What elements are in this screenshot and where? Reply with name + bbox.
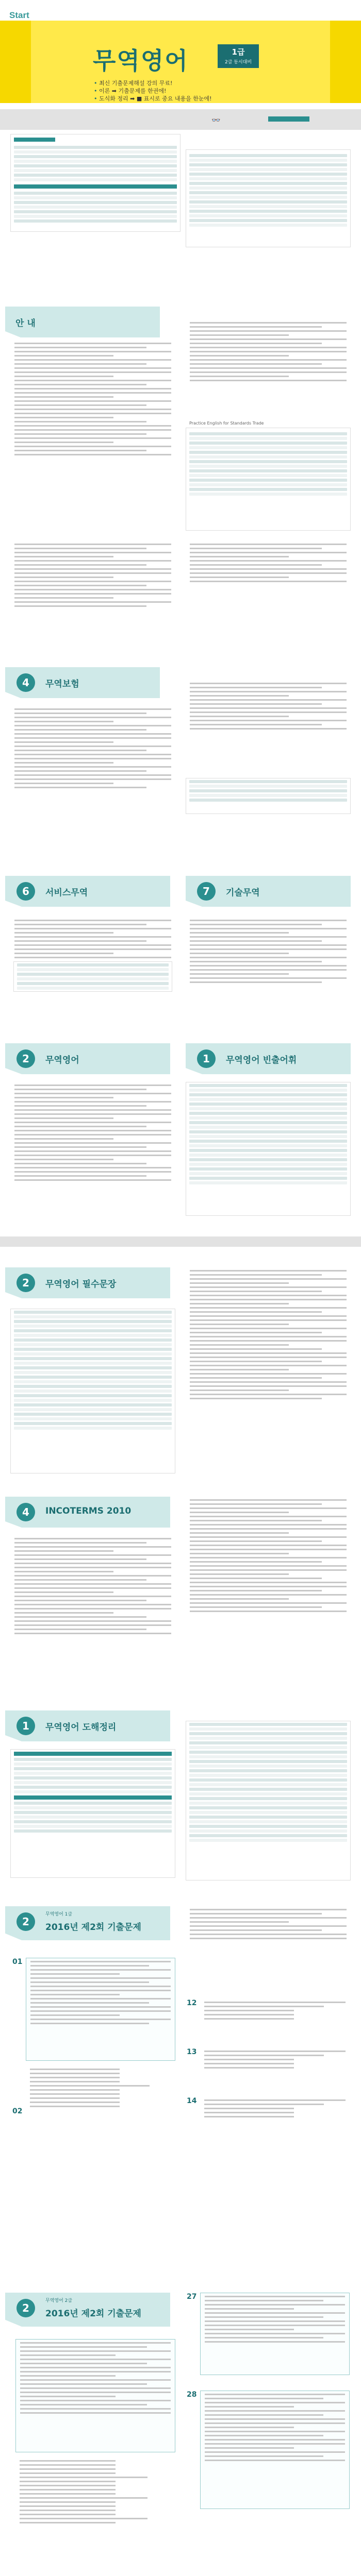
exam-2-header: 2 무역영어 2급 2016년 제2회 기출문제 xyxy=(5,2293,170,2327)
hero-bullet: • 이론 ➡ 기출문제를 한권에! xyxy=(94,87,212,95)
section-6-title: 서비스무역 xyxy=(45,888,88,898)
section-4b-header: 4 INCOTERMS 2010 xyxy=(5,1497,170,1528)
intro-right-text xyxy=(186,319,351,422)
section-1b-header: 1 무역영어 도해정리 xyxy=(5,1710,170,1741)
section-6-text xyxy=(10,917,175,1025)
section-7-text xyxy=(186,917,351,1025)
question-number: 13 xyxy=(187,2048,197,2056)
exam-2-title: 2016년 제2회 기출문제 xyxy=(45,2309,141,2319)
section-7-header: 7 기술무역 xyxy=(186,876,351,907)
intro-title: 안 내 xyxy=(15,318,36,329)
exam-2-passage-box xyxy=(15,2339,175,2452)
section-1b-right-table xyxy=(186,1721,351,1880)
toc-card xyxy=(10,134,180,232)
practice-english-label: Practice English for Standards Trade xyxy=(189,421,264,426)
question-number: 28 xyxy=(187,2391,197,2399)
section-6-header: 6 서비스무역 xyxy=(5,876,170,907)
section-1-title: 무역영어 빈출어휘 xyxy=(226,1055,297,1065)
question-13-body xyxy=(200,2048,350,2089)
section-4b-right-text xyxy=(186,1497,351,1682)
section-2b-table xyxy=(10,1309,175,1473)
hero-bullet: • 도식화 정리 ➡ ■ 표시로 중요 내용을 한눈에! xyxy=(94,95,212,103)
section-1b-title: 무역영어 도해정리 xyxy=(45,1722,117,1733)
intro-text-block xyxy=(10,340,175,536)
section-2b-right-text xyxy=(186,1267,351,1473)
exam-2-options xyxy=(15,2458,175,2576)
section-1-header: 1 무역영어 빈출어휘 xyxy=(186,1043,351,1074)
section-7-title: 기술무역 xyxy=(226,888,260,898)
preview-band xyxy=(0,109,361,130)
intro-lower-text xyxy=(10,541,175,634)
question-14-body xyxy=(200,2097,350,2138)
hero-bullet: • 최신 기출문제해설 강의 무료! xyxy=(94,79,212,87)
intro-section-header xyxy=(5,307,160,337)
section-4-text xyxy=(10,706,175,855)
section-1-vocab-table xyxy=(186,1082,351,1216)
section-2a-header: 2 무역영어 xyxy=(5,1043,170,1074)
question-number: 12 xyxy=(187,1999,197,2007)
hero-right-decoration xyxy=(330,21,361,103)
exam-2-subtitle: 무역영어 2급 xyxy=(45,2298,73,2303)
section-2b-title: 무역영어 필수문장 xyxy=(45,1279,117,1290)
question-12-body xyxy=(200,1999,350,2040)
section-2a-title: 무역영어 xyxy=(45,1055,79,1065)
divider-band xyxy=(0,1236,361,1247)
section-4-table xyxy=(186,778,351,814)
question-28-box xyxy=(200,2391,350,2509)
question-passage-box xyxy=(26,1958,175,2061)
question-number: 01 xyxy=(12,1958,23,1966)
hero-banner xyxy=(0,21,361,103)
glasses-icon: 👓 xyxy=(211,116,221,125)
schedule-card xyxy=(186,149,351,247)
section-2a-text xyxy=(10,1082,175,1221)
intro-right-table xyxy=(186,421,351,531)
question-options xyxy=(26,2066,175,2138)
toc-header-bar xyxy=(14,138,55,142)
grade-badge xyxy=(218,44,259,68)
exam-1-header: 2 무역영어 1급 2016년 제2회 기출문제 xyxy=(5,1906,170,1940)
exam-1-subtitle: 무역영어 1급 xyxy=(45,1912,73,1917)
grade-badge-sub: 2급 동시대비 xyxy=(224,60,252,65)
intro-lower-right xyxy=(186,541,351,603)
question-27-box xyxy=(200,2293,350,2375)
hero-left-decoration xyxy=(0,21,31,103)
section-4-header: 4 무역보험 xyxy=(5,667,160,698)
exam-1-title: 2016년 제2회 기출문제 xyxy=(45,1922,141,1933)
teal-strip xyxy=(268,116,309,122)
question-number: 02 xyxy=(12,2107,23,2115)
section-1b-table xyxy=(10,1749,175,1878)
section-4-right-text xyxy=(186,680,351,773)
question-number: 27 xyxy=(187,2293,197,2301)
section-2b-header: 2 무역영어 필수문장 xyxy=(5,1267,170,1298)
exam-1-right-top xyxy=(186,1906,351,1968)
start-label: Start xyxy=(9,10,29,20)
hero-title: 무역영어 xyxy=(93,47,189,75)
section-4b-title: INCOTERMS 2010 xyxy=(45,1506,132,1516)
question-number: 14 xyxy=(187,2097,197,2105)
hero-bullet-list xyxy=(94,79,212,103)
section-4-title: 무역보험 xyxy=(45,679,79,689)
grade-badge-main: 1급 xyxy=(232,47,245,57)
section-4b-text xyxy=(10,1535,175,1685)
